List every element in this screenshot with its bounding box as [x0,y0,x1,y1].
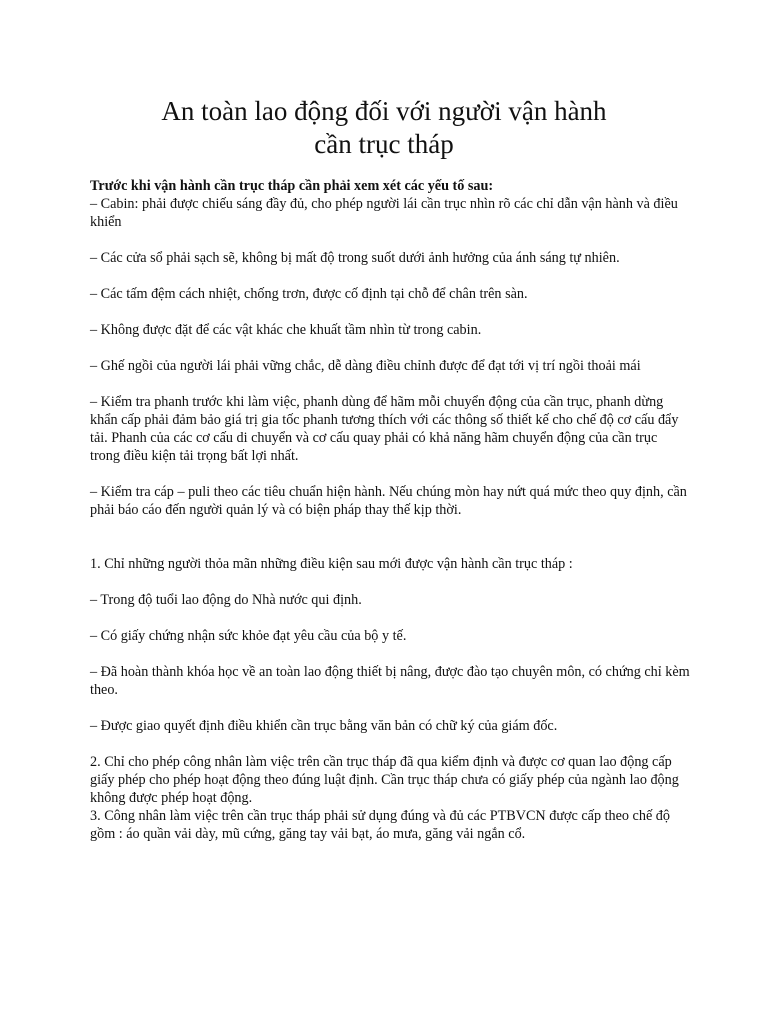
before-item-seat: – Ghế ngồi của người lái phải vững chắc, dễ dàng điều chỉnh được để đạt tới vị trí ngồi thoải mái [90,358,641,374]
section3-paragraph: 3. Công nhân làm việc trên cần trục tháp phải sử dụng đúng và đủ các PTBVCN được cấp theo chế độ gồm : áo quần vải dày, mũ cứng, găng tay vải bạt, áo mưa, găng vải ngắn cổ. [90,808,670,842]
section1-item-training: – Đã hoàn thành khóa học về an toàn lao động thiết bị nâng, được đào tạo chuyên môn, có chứng chỉ kèm theo. [90,664,690,698]
before-item-windows: – Các cửa sổ phải sạch sẽ, không bị mất độ trong suốt dưới ảnh hưởng của ánh sáng tự nhiên. [90,250,620,266]
before-item-cables: – Kiểm tra cáp – puli theo các tiêu chuẩn hiện hành. Nếu chúng mòn hay nứt quá mức theo quy định, cần phải báo cáo đến người quản lý và có biện pháp thay thế kịp thời. [90,484,687,518]
page-title-line1: An toàn lao động đối với người vận hành [161,96,607,126]
before-item-mats: – Các tấm đệm cách nhiệt, chống trơn, được cố định tại chỗ để chân trên sàn. [90,286,528,302]
section1-item-authorization: – Được giao quyết định điều khiển cần trục bằng văn bản có chữ ký của giám đốc. [90,718,558,734]
section1-intro: 1. Chỉ những người thỏa mãn những điều kiện sau mới được vận hành cần trục tháp : [90,556,573,572]
section2-paragraph: 2. Chỉ cho phép công nhân làm việc trên cần trục tháp đã qua kiểm định và được cơ quan lao động cấp giấy phép cho phép hoạt động theo đúng luật định. Cần trục tháp chưa có giấy phép của ngành lao động không được phép hoạt động. [90,754,679,806]
section1-item-age: – Trong độ tuổi lao động do Nhà nước qui định. [90,592,362,608]
section1-item-health: – Có giấy chứng nhận sức khỏe đạt yêu cầu của bộ y tế. [90,628,407,644]
page-title-line2: cần trục tháp [314,129,454,159]
before-item-cabin: – Cabin: phải được chiếu sáng đầy đủ, cho phép người lái cần trục nhìn rõ các chỉ dẫn vận hành và điều khiển [90,196,678,230]
before-item-visibility: – Không được đặt để các vật khác che khuất tầm nhìn từ trong cabin. [90,322,482,338]
section-subheading: Trước khi vận hành cần trục tháp cần phải xem xét các yếu tố sau: [90,178,494,194]
before-item-brakes: – Kiểm tra phanh trước khi làm việc, phanh dùng để hãm mỗi chuyển động của cần trục, phanh dừng khẩn cấp phải đảm bảo giá trị gia tốc phanh tương thích với các thông số thiết kế cho chế độ cơ cấu đẩy tải. Phanh của các cơ cấu di chuyển và cơ cấu quay phải có khả năng hãm chuyển động của cần trục trong điều kiện tải trọng bất lợi nhất. [90,394,679,464]
document-body [90,177,690,843]
